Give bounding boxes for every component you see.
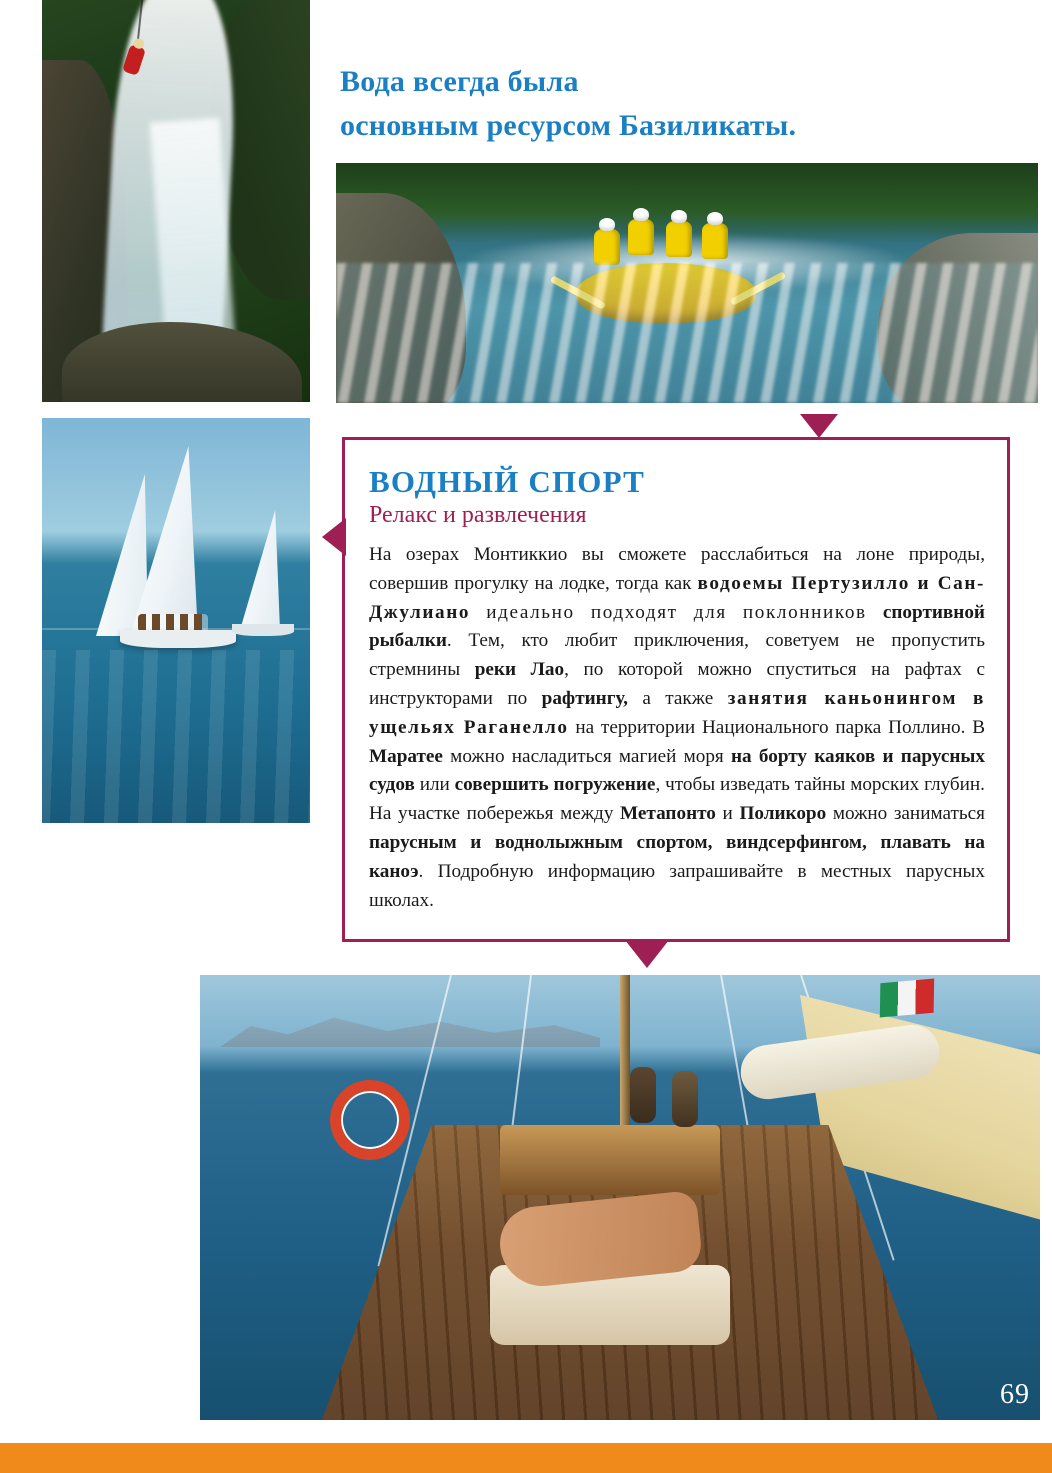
italian-flag-icon xyxy=(880,979,934,1018)
callout-subtitle: Релакс и развлечения xyxy=(369,502,587,528)
waterfall-canyoning-photo xyxy=(42,0,310,402)
headline-line-1: Вода всегда была xyxy=(340,65,579,98)
page-number: 69 xyxy=(1000,1379,1030,1410)
emphasis-text: занятия каньонингом в ущельях Раганелло xyxy=(369,687,985,738)
rafter-figure xyxy=(594,229,620,265)
emphasis-text: реки Лао xyxy=(474,659,565,681)
callout-title: ВОДНЫЙ СПОРТ xyxy=(369,464,645,499)
rafter-figure xyxy=(666,221,692,257)
body-run: идеально подходят для поклонников xyxy=(470,601,883,623)
emphasis-text: Маратее xyxy=(369,745,443,767)
body-run: можно насладиться магией моря xyxy=(442,745,731,767)
emphasis-text: рафтингу, xyxy=(541,687,628,709)
deck-cabin xyxy=(500,1125,720,1195)
rafting-river-photo xyxy=(336,163,1038,403)
river-rapids xyxy=(336,263,1038,403)
sail-shape-secondary xyxy=(240,510,280,630)
callout-body-text xyxy=(369,541,985,915)
catamaran-hull xyxy=(120,630,236,648)
emphasis-text: совершить погружение xyxy=(454,774,656,796)
emphasis-text: спортивной рыбалки xyxy=(369,601,985,652)
yacht-deck-photo xyxy=(200,975,1040,1420)
distant-hills xyxy=(220,1005,600,1047)
body-run: . Подробную информацию запрашивайте в местных парусных школах. xyxy=(369,860,985,911)
rafter-figure xyxy=(628,219,654,255)
body-run: можно заниматься xyxy=(826,803,985,825)
footer-bar xyxy=(0,1443,1052,1473)
callout-arrow-bottom xyxy=(625,940,669,968)
headline-line-2: основным ресурсом Базиликаты. xyxy=(340,108,797,142)
body-run: , чтобы изведать тайны морских глубин. На участке побережья между xyxy=(369,774,985,825)
catamaran-sailing-photo xyxy=(42,418,310,823)
body-run: . Тем, кто любит приключения, советуем не пропустить стремнины xyxy=(369,630,985,681)
sea-waves xyxy=(42,650,310,823)
water-sports-callout xyxy=(342,437,1010,942)
emphasis-text: Поликоро xyxy=(739,803,827,825)
second-boat-hull xyxy=(232,624,294,636)
emphasis-text: Метапонто xyxy=(620,803,716,825)
rafter-figure xyxy=(702,223,728,259)
emphasis-text: парусным и воднолыжным спортом, виндсерфингом, плавать на каноэ xyxy=(369,831,985,882)
body-run: а также xyxy=(627,687,728,709)
emphasis-text: на борту каяков и парусных судов xyxy=(369,745,985,796)
body-run: , по которой можно спуститься на рафтах с инструкторами по xyxy=(369,659,985,709)
callout-arrow-top xyxy=(800,414,838,438)
body-run: на территории Национального парка Поллино. В xyxy=(568,716,985,738)
emphasis-text: водоемы Пертузилло и Сан-Джулиано xyxy=(369,572,985,623)
crew-figure xyxy=(630,1067,656,1123)
crew-figure xyxy=(672,1071,698,1127)
life-ring-icon xyxy=(330,1080,410,1160)
page-headline xyxy=(340,60,980,147)
body-run: На озерах Монтиккио вы сможете расслабиться на лоне природы, совершив прогулку на лодке, тогда как xyxy=(369,544,985,594)
body-run: и xyxy=(715,803,740,825)
rock-bottom-shape xyxy=(62,322,302,402)
body-run: или xyxy=(414,774,455,796)
